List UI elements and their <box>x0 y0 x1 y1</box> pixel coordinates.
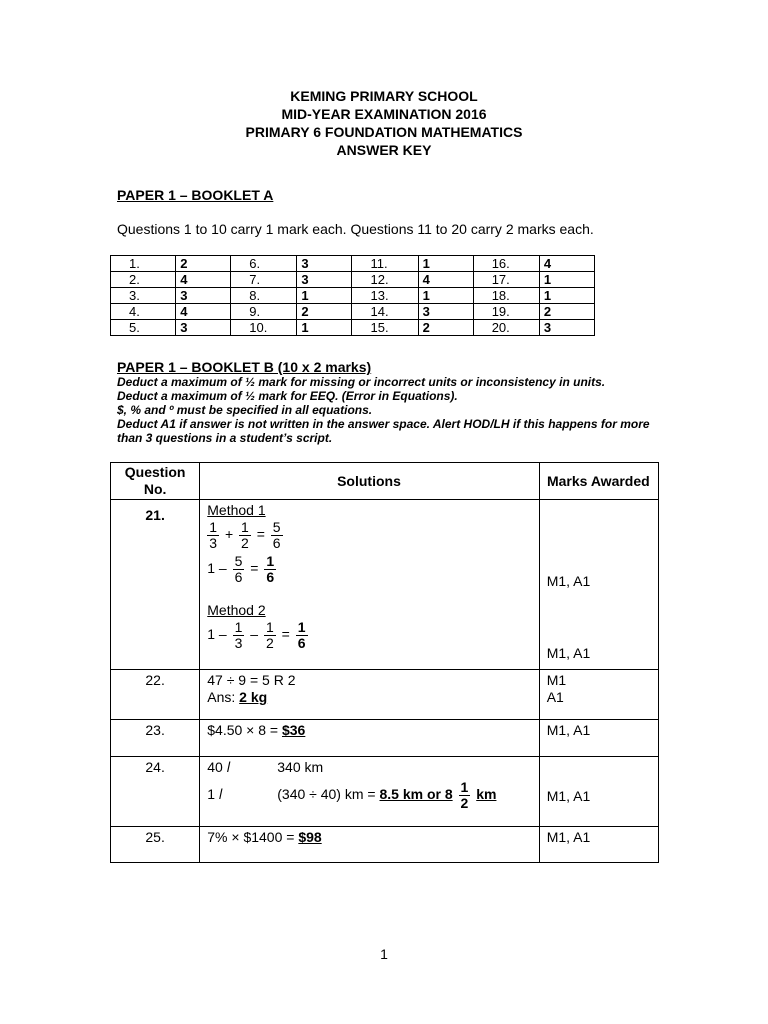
method-2-label: Method 2 <box>207 602 266 618</box>
method-1-equation-1: $\frac{1}{3}$ + $\frac{1}{2}$ = $\frac{5}{6}$ <box>209 519 281 551</box>
answer-value: 2 <box>176 256 231 272</box>
fraction: $\frac{1}{2}$ <box>241 519 249 551</box>
question-number: 19. <box>473 304 539 320</box>
question-number: 23. <box>111 720 200 757</box>
answer-value: 3 <box>297 272 352 288</box>
question-number: 24. <box>111 757 200 827</box>
method-mark: M1 <box>546 672 567 688</box>
answer-value: 4 <box>418 272 473 288</box>
header-question-no: Question No. <box>111 463 200 500</box>
question-number: 11. <box>352 256 418 272</box>
answer-value: 2 <box>539 304 594 320</box>
answer-value: 1 <box>539 272 594 288</box>
table-row <box>111 256 595 272</box>
final-answer: $36 <box>281 722 306 738</box>
question-number: 9. <box>231 304 297 320</box>
table-row <box>111 288 595 304</box>
header-marks-awarded: Marks Awarded <box>539 463 658 500</box>
answer-value: 1 <box>297 320 352 336</box>
answer-value: 4 <box>539 256 594 272</box>
answer-value: 3 <box>539 320 594 336</box>
question-number: 18. <box>473 288 539 304</box>
table-row <box>111 757 659 827</box>
answer-value: 1 <box>418 256 473 272</box>
booklet-b-heading: PAPER 1 – BOOKLET B (10 x 2 marks) <box>117 359 372 375</box>
answer-value: 4 <box>176 272 231 288</box>
method-1-label: Method 1 <box>207 502 266 518</box>
note-answer-space: Deduct A1 if answer is not written in the answer space. Alert HOD/LH if this happens for more than 3 questions in a student’s script. <box>117 417 650 445</box>
answer-fraction: $\frac{1}{6}$ <box>297 619 306 651</box>
marks-cell: M1, A1 <box>539 757 658 827</box>
final-answer: 8.5 km or 8 <box>379 786 453 803</box>
note-units: Deduct a maximum of ½ mark for missing or incorrect units or inconsistency in units. <box>117 375 606 389</box>
solution-cell <box>200 670 539 720</box>
exam-name: MID-YEAR EXAMINATION 2016 <box>281 106 487 122</box>
marking-notes <box>117 375 657 445</box>
working-line: 40 𝑙 340 km <box>207 759 324 775</box>
answer-value: 2 <box>297 304 352 320</box>
answer-value: 1 <box>418 288 473 304</box>
question-number: 13. <box>352 288 418 304</box>
question-number: 4. <box>111 304 176 320</box>
booklet-a-heading: PAPER 1 – BOOKLET A <box>117 187 274 203</box>
marks-cell: M1, A1 <box>539 827 658 863</box>
answer-value: 1 <box>297 288 352 304</box>
subject-name: PRIMARY 6 FOUNDATION MATHEMATICS <box>245 124 523 140</box>
question-number: 14. <box>352 304 418 320</box>
answer-value: 3 <box>176 288 231 304</box>
answer-fraction: $\frac{1}{6}$ <box>266 553 275 585</box>
fraction: $\frac{1}{3}$ <box>234 619 243 651</box>
table-row <box>111 720 659 757</box>
question-number: 25. <box>111 827 200 863</box>
question-number: 2. <box>111 272 176 288</box>
table-row <box>111 500 659 670</box>
fraction: $\frac{5}{6}$ <box>234 553 243 585</box>
answer-fraction: $\frac{1}{2}$ <box>460 779 469 811</box>
question-number: 5. <box>111 320 176 336</box>
method-1-marks: M1, A1 <box>546 573 591 589</box>
answer-line: 1 𝑙 (340 ÷ 40) km = 8.5 km or 8 $\frac{1}{2}$ km <box>207 779 497 811</box>
final-answer: $98 <box>298 829 322 845</box>
booklet-a-answer-table <box>110 255 595 336</box>
working-line: 47 ÷ 9 = 5 R 2 <box>207 672 296 688</box>
question-number: 7. <box>231 272 297 288</box>
question-number: 15. <box>352 320 418 336</box>
question-number: 10. <box>231 320 297 336</box>
question-number: 16. <box>473 256 539 272</box>
question-number: 6. <box>231 256 297 272</box>
question-number: 1. <box>111 256 176 272</box>
answer-value: 4 <box>176 304 231 320</box>
method-2-marks: M1, A1 <box>546 645 591 661</box>
marks-cell: M1, A1 <box>539 720 658 757</box>
table-row <box>111 272 595 288</box>
question-number: 3. <box>111 288 176 304</box>
table-row <box>111 320 595 336</box>
accuracy-mark: A1 <box>546 689 564 705</box>
solution-cell <box>200 500 539 670</box>
answer-value: 1 <box>539 288 594 304</box>
question-number: 22. <box>111 670 200 720</box>
header-solutions: Solutions <box>200 463 539 500</box>
table-row <box>111 304 595 320</box>
booklet-b-solutions-table <box>110 462 659 863</box>
table-header-row <box>111 463 659 500</box>
marks-cell <box>539 670 658 720</box>
document-type: ANSWER KEY <box>336 142 432 158</box>
answer-line: Ans: 2 kg <box>207 689 268 705</box>
method-2-equation: 1 – $\frac{1}{3}$ – $\frac{1}{2}$ = $\frac{1}{6}$ <box>207 619 306 651</box>
document-header <box>0 87 768 159</box>
note-symbols: $, % and º must be specified in all equations. <box>117 403 373 417</box>
question-number: 20. <box>473 320 539 336</box>
marks-cell <box>539 500 658 670</box>
answer-value: 3 <box>297 256 352 272</box>
answer-value: 2 <box>418 320 473 336</box>
table-row <box>111 827 659 863</box>
fraction: $\frac{1}{3}$ <box>209 519 218 551</box>
method-1-equation-2: 1 – $\frac{5}{6}$ = $\frac{1}{6}$ <box>207 553 275 585</box>
note-eeq: Deduct a maximum of ½ mark for EEQ. (Error in Equations). <box>117 389 458 403</box>
marks-note: Questions 1 to 10 carry 1 mark each. Questions 11 to 20 carry 2 marks each. <box>117 221 594 237</box>
solution-cell: $4.50 × 8 = $36 <box>200 720 539 757</box>
question-number: 12. <box>352 272 418 288</box>
answer-value: 3 <box>176 320 231 336</box>
fraction: $\frac{5}{6}$ <box>272 519 281 551</box>
table-row <box>111 670 659 720</box>
question-number: 17. <box>473 272 539 288</box>
fraction: $\frac{1}{2}$ <box>265 619 274 651</box>
school-name: KEMING PRIMARY SCHOOL <box>290 88 478 104</box>
page-number: 1 <box>380 946 388 962</box>
final-answer: 2 kg <box>239 689 268 705</box>
solution-cell <box>200 757 539 827</box>
solution-cell: 7% × $1400 = $98 <box>200 827 539 863</box>
answer-value: 3 <box>418 304 473 320</box>
question-number: 8. <box>231 288 297 304</box>
question-number: 21. <box>111 500 200 670</box>
